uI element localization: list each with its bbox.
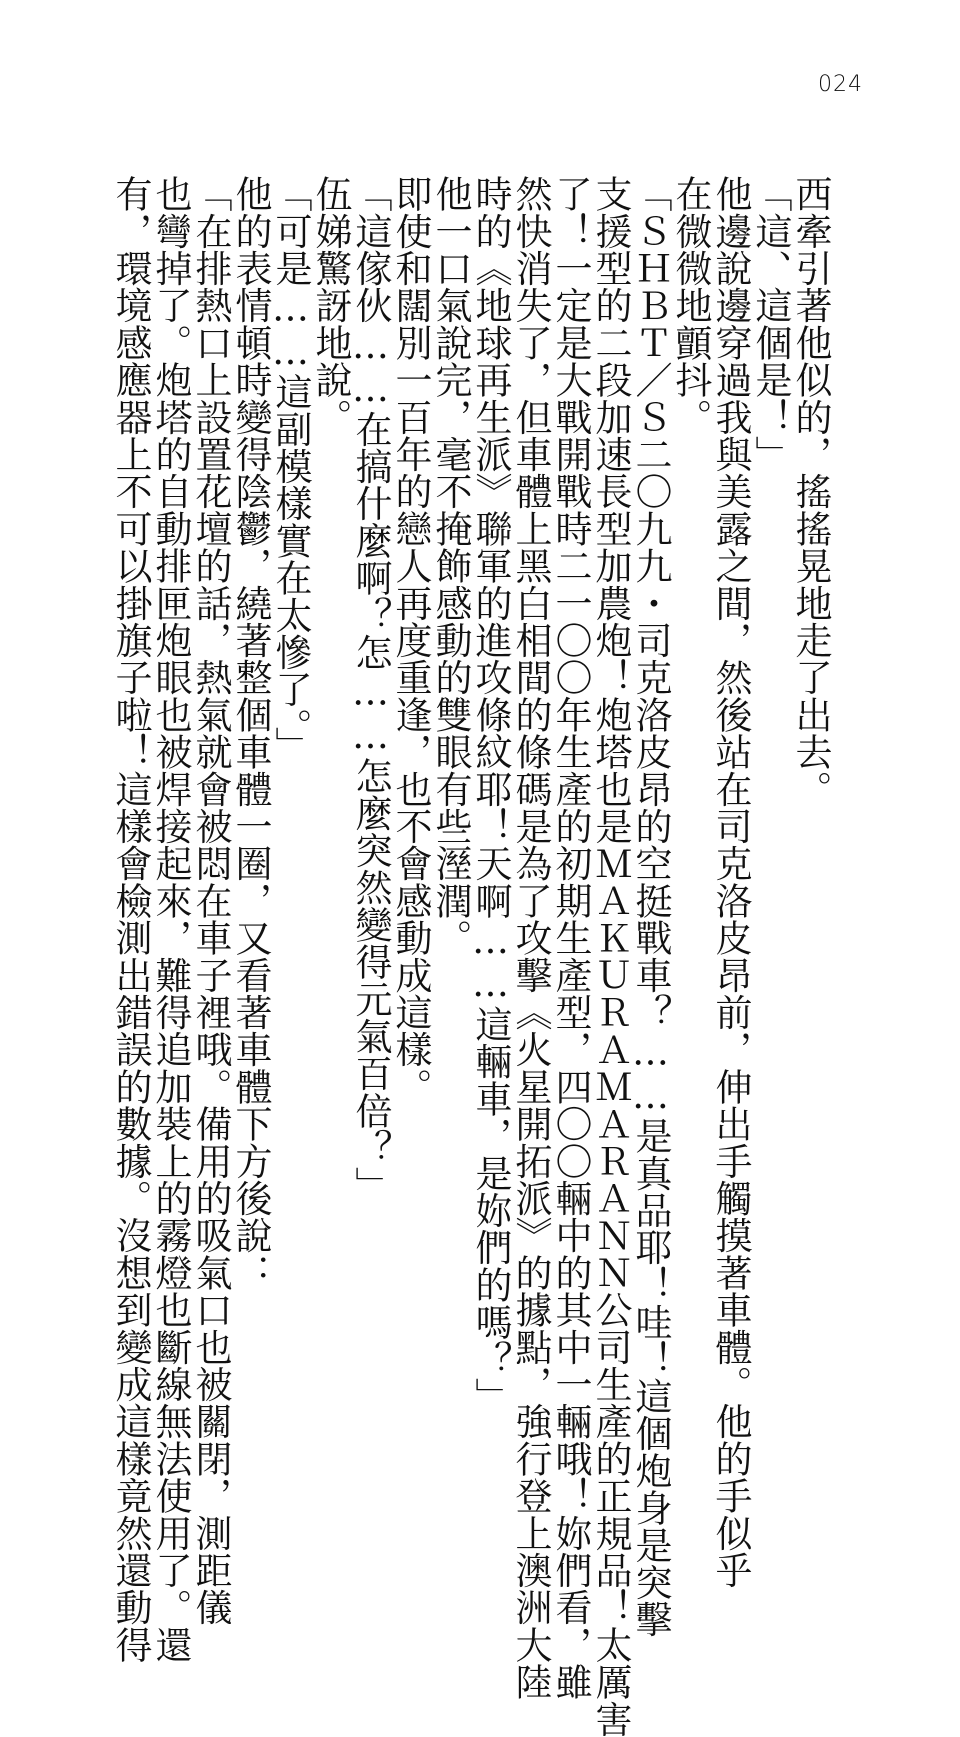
text-line: 支援型的二段加速長型加農炮！炮塔也是ＭＡＫＵＲＡＭＡＲＡＮＮ公司生產的正規品！太厲害 xyxy=(589,175,632,1737)
text-line: 「這、這個是！」 xyxy=(749,175,792,473)
text-line: 了！一定是大戰開戰時二一〇〇年生產的初期生產型，四〇〇輛中的其中一輛哦！妳們看，雖 xyxy=(549,175,592,1701)
text-line: 時的《地球再生派》聯軍的進攻條紋耶！天啊……這輛車，是妳們的嗎？」 xyxy=(469,175,512,1415)
vertical-text-body xyxy=(109,175,832,1737)
page-number: 024 xyxy=(818,72,863,97)
text-line: 「在排熱口上設置花壇的話，熱氣就會被悶在車子裡哦。備用的吸氣口也被關閉，測距儀 xyxy=(189,175,232,1626)
text-line: 即使和闊別一百年的戀人再度重逢，也不會感動成這樣。 xyxy=(389,175,432,1105)
text-line: 然快消失了，但車體上黑白相間的條碼是為了攻擊《火星開拓派》的據點，強行登上澳洲大陸 xyxy=(509,175,552,1701)
text-line: 有，環境感應器上不可以掛旗子啦！這樣會檢測出錯誤的數據。沒想到變成這樣竟然還動得 xyxy=(109,175,152,1663)
text-line: 「ＳＨＢＴ／Ｓ二〇九九・司克洛皮昂的空挺戰車？……是真品耶！哇！這個炮身是突擊 xyxy=(629,175,672,1638)
text-line: 「可是……這副模樣實在太慘了。」 xyxy=(269,175,312,764)
text-line: 西牽引著他似的，搖搖晃地走了出去。 xyxy=(789,175,832,808)
text-line: 伍娣驚訝地說。 xyxy=(309,175,352,436)
text-line: 「這傢伙……在搞什麼啊？怎……怎麼突然變得元氣百倍？」 xyxy=(349,175,392,1204)
text-line: 他一口氣說完，毫不掩飾感動的雙眼有些溼潤。 xyxy=(429,175,472,957)
text-line: 他的表情頓時變得陰鬱，繞著整個車體一圈，又看著車體下方後說： xyxy=(229,175,272,1291)
text-line: 他邊說邊穿過我與美露之間，然後站在司克洛皮昂前，伸出手觸摸著車體。他的手似乎 xyxy=(709,175,752,1589)
text-line: 也彎掉了。炮塔的自動排匣炮眼也被焊接起來，難得追加裝上的霧燈也斷線無法使用了。還 xyxy=(149,175,192,1663)
text-line: 在微微地顫抖。 xyxy=(669,175,712,436)
